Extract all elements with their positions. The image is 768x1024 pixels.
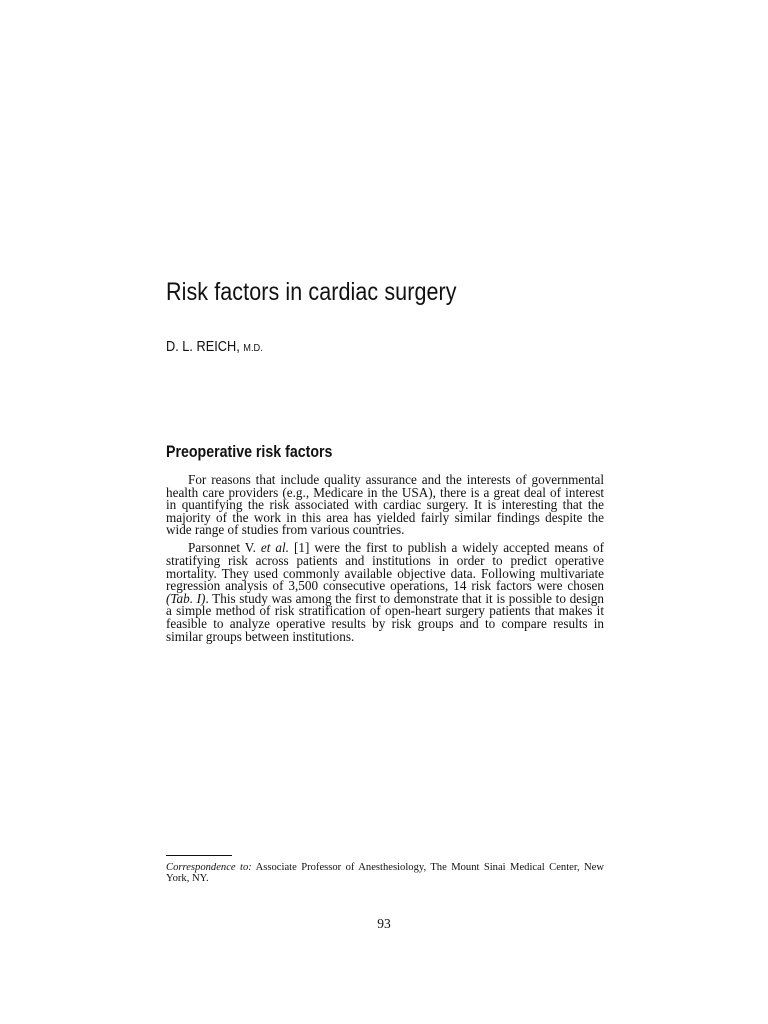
author-degree: M.D. xyxy=(243,342,263,354)
section-heading: Preoperative risk factors xyxy=(166,443,333,461)
footnote-text: Associate Professor of Anesthesiology, The Mount Sinai Medical Center, New York, NY. xyxy=(166,862,604,884)
author-name: D. L. REICH, xyxy=(166,339,240,355)
paragraph-2-mid: [1] were the first to publish a widely accepted means of stratifying risk across patients and institutions in order to predict operative mortality. They used commonly available objective data. Following multivariate regression analysis of 3,500 consecutive operations, 14 risk factors were chosen xyxy=(166,540,605,594)
paragraph-2 xyxy=(166,542,604,643)
footnote-divider xyxy=(166,855,232,856)
page-number: 93 xyxy=(377,916,391,931)
author-line xyxy=(166,339,263,355)
footnote xyxy=(166,863,604,884)
paragraph-2-lead: Parsonnet V. xyxy=(188,540,261,556)
body-text xyxy=(166,474,604,649)
paragraph-1: For reasons that include quality assurance and the interests of governmental health care providers (e.g., Medicare in the USA), there is a great deal of interest in quantifying the risk associated with cardiac surgery. It is interesting that the majority of the work in this area has yielded fairly similar findings despite the wide range of studies from various countries. xyxy=(166,472,604,538)
article-title: Risk factors in cardiac surgery xyxy=(166,278,457,306)
citation-et-al: et al. xyxy=(260,540,289,556)
footnote-label: Correspondence to: xyxy=(166,862,252,873)
table-reference: (Tab. I) xyxy=(166,590,206,606)
paragraph-2-tail: . This study was among the first to demonstrate that it is possible to design a simple method of risk stratification of open-heart surgery patients that makes it feasible to analyze operative results by risk groups and to compare results in similar groups between institutions. xyxy=(166,590,604,644)
